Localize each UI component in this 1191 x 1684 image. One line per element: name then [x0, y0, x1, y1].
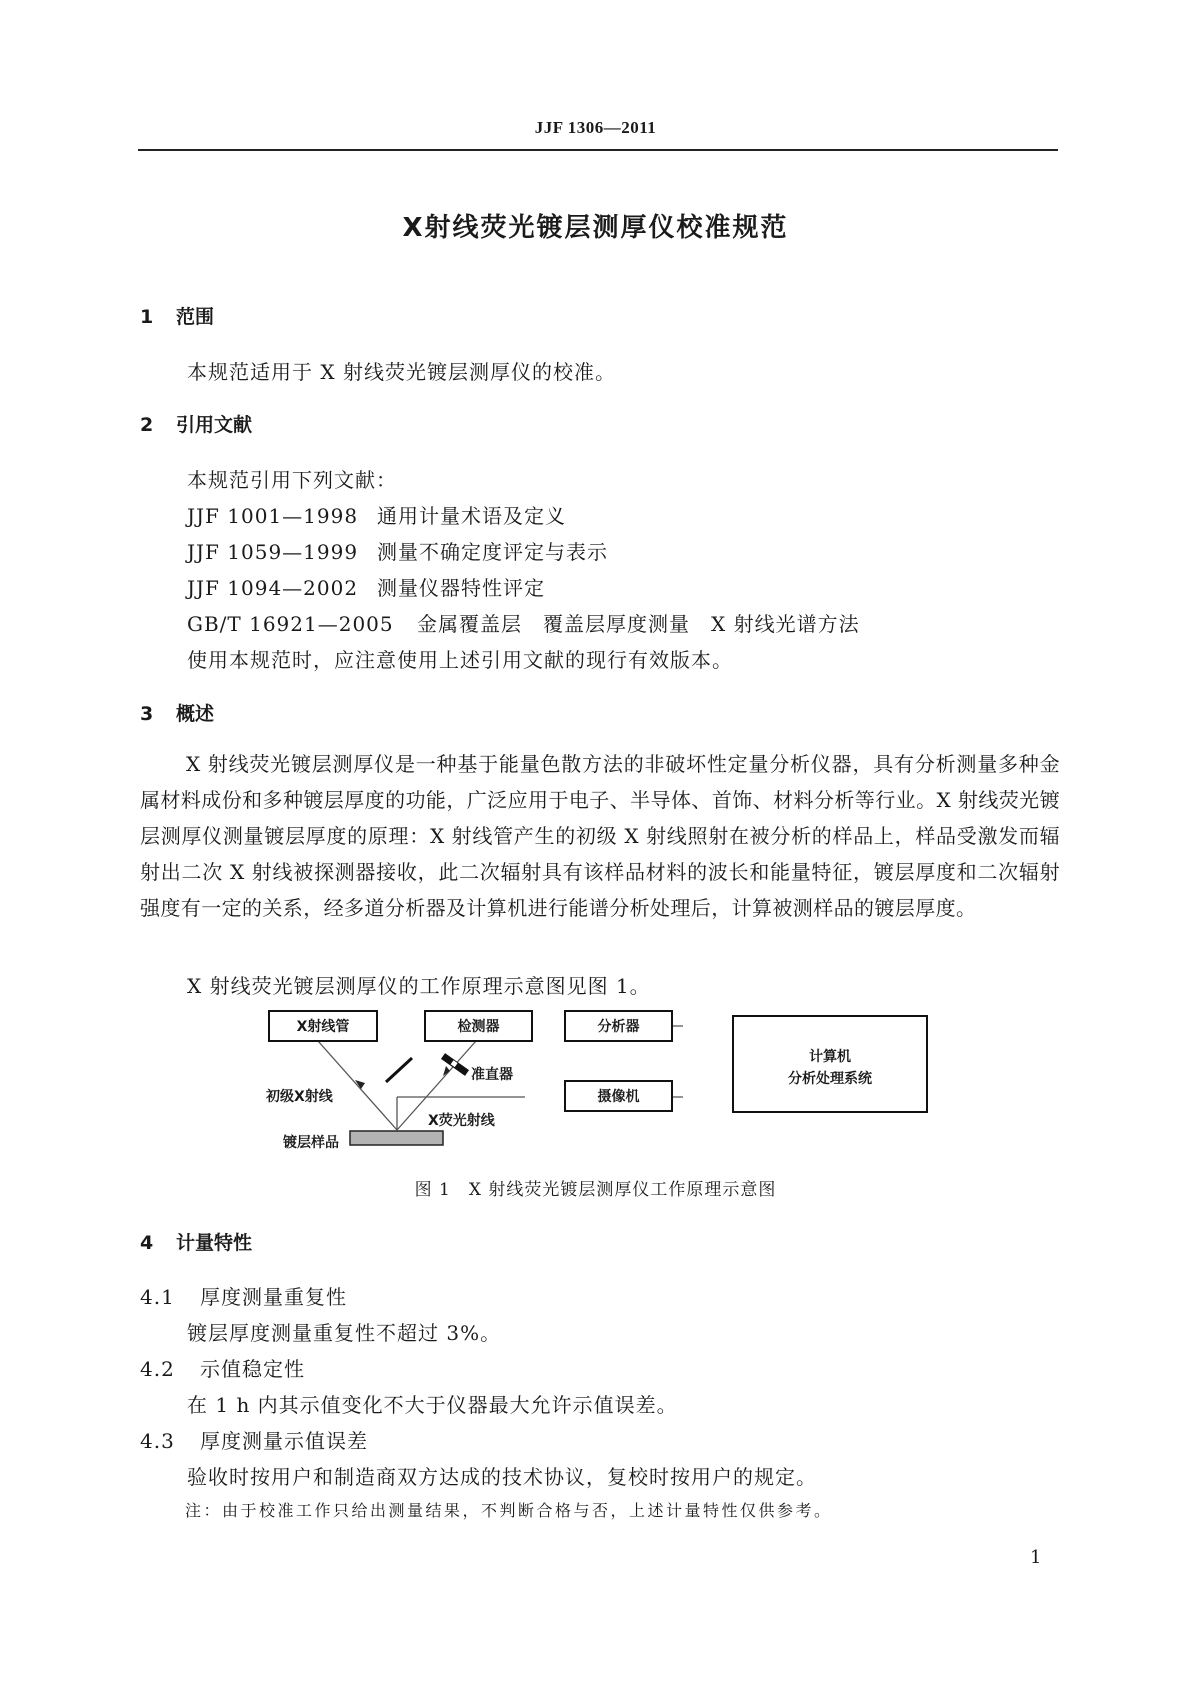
primary-ray-label: 初级X射线 — [266, 1089, 333, 1105]
reference-code: JJF 1001—1998 — [187, 504, 359, 528]
collimator-label: 准直器 — [471, 1067, 513, 1083]
subsection-title: 厚度测量重复性 — [200, 1285, 347, 1309]
subsection-4-3-body: 验收时按用户和制造商双方达成的技术协议，复校时按用户的规定。 — [187, 1465, 817, 1489]
sample-label: 镀层样品 — [283, 1135, 339, 1151]
document-code-header: JJF 1306—2011 — [534, 118, 657, 137]
computer-label-line1: 计算机 — [809, 1049, 851, 1065]
subsection-title: 示值稳定性 — [200, 1357, 305, 1381]
section-title: 概述 — [176, 703, 215, 725]
subsection-4-2-heading — [140, 1353, 305, 1382]
section-number: 1 — [140, 306, 154, 328]
reference-code: JJF 1094—2002 — [187, 576, 359, 600]
section-title: 引用文献 — [176, 414, 253, 436]
section-number: 3 — [140, 703, 154, 725]
document-title: X射线荧光镀层测厚仪校准规范 — [402, 213, 789, 243]
fluorescence-ray-label: X荧光射线 — [428, 1113, 495, 1129]
section-title: 范围 — [176, 306, 215, 328]
reference-name: 测量仪器特性评定 — [377, 576, 545, 600]
subsection-number: 4.2 — [140, 1357, 175, 1381]
figure-reference-text: X 射线荧光镀层测厚仪的工作原理示意图见图 1。 — [187, 974, 651, 998]
page-number: 1 — [1030, 1547, 1042, 1568]
section-4-heading — [140, 1228, 252, 1255]
reference-code: GB/T 16921—2005 — [187, 612, 394, 636]
section-3-body: X 射线荧光镀层测厚仪是一种基于能量色散方法的非破坏性定量分析仪器，具有分析测量多种金属材料成份和多种镀层厚度的功能，广泛应用于电子、半导体、首饰、材料分析等行业。X 射线荧光镀层测厚仪测量镀层厚度的原理：X 射线管产生的初级 X 射线照射在被分析的样品上，样品受激发而辐射出二次 X 射线被探测器接收，此二次辐射具有该样品材料的波长和能量特征，镀层厚度和二次辐射强度有一定的关系，经多道分析器及计算机进行能谱分析处理后，计算被测样品的镀层厚度。 — [140, 752, 1060, 920]
references-outro: 使用本规范时，应注意使用上述引用文献的现行有效版本。 — [187, 648, 733, 672]
section-number: 4 — [140, 1232, 154, 1254]
subsection-number: 4.1 — [140, 1285, 175, 1309]
reference-name: 通用计量术语及定义 — [377, 504, 566, 528]
computer-label-line2: 分析处理系统 — [788, 1071, 872, 1087]
subsection-number: 4.3 — [140, 1429, 175, 1453]
subsection-4-3-heading — [140, 1425, 368, 1454]
figure-caption: 图 1 X 射线荧光镀层测厚仪工作原理示意图 — [414, 1180, 777, 1200]
reference-name: 测量不确定度评定与表示 — [377, 540, 608, 564]
section-1-body: 本规范适用于 X 射线荧光镀层测厚仪的校准。 — [187, 360, 616, 384]
subsection-4-1-heading — [140, 1281, 347, 1310]
section-number: 2 — [140, 414, 154, 436]
analyzer-label: 分析器 — [597, 1019, 640, 1035]
camera-label: 摄像机 — [597, 1089, 640, 1105]
reference-code: JJF 1059—1999 — [187, 540, 359, 564]
xray-tube-label: X射线管 — [296, 1019, 350, 1035]
calibration-note: 注：由于校准工作只给出测量结果，不判断合格与否，上述计量特性仅供参考。 — [185, 1501, 833, 1520]
references-intro: 本规范引用下列文献： — [187, 468, 397, 492]
subsection-title: 厚度测量示值误差 — [200, 1429, 368, 1453]
detector-label: 检测器 — [457, 1019, 500, 1035]
subsection-4-1-body: 镀层厚度测量重复性不超过 3%。 — [187, 1321, 502, 1345]
subsection-4-2-body: 在 1 h 内其示值变化不大于仪器最大允许示值误差。 — [187, 1393, 678, 1417]
reference-name: 金属覆盖层 覆盖层厚度测量 X 射线光谱方法 — [417, 612, 860, 636]
section-title: 计量特性 — [176, 1232, 253, 1254]
